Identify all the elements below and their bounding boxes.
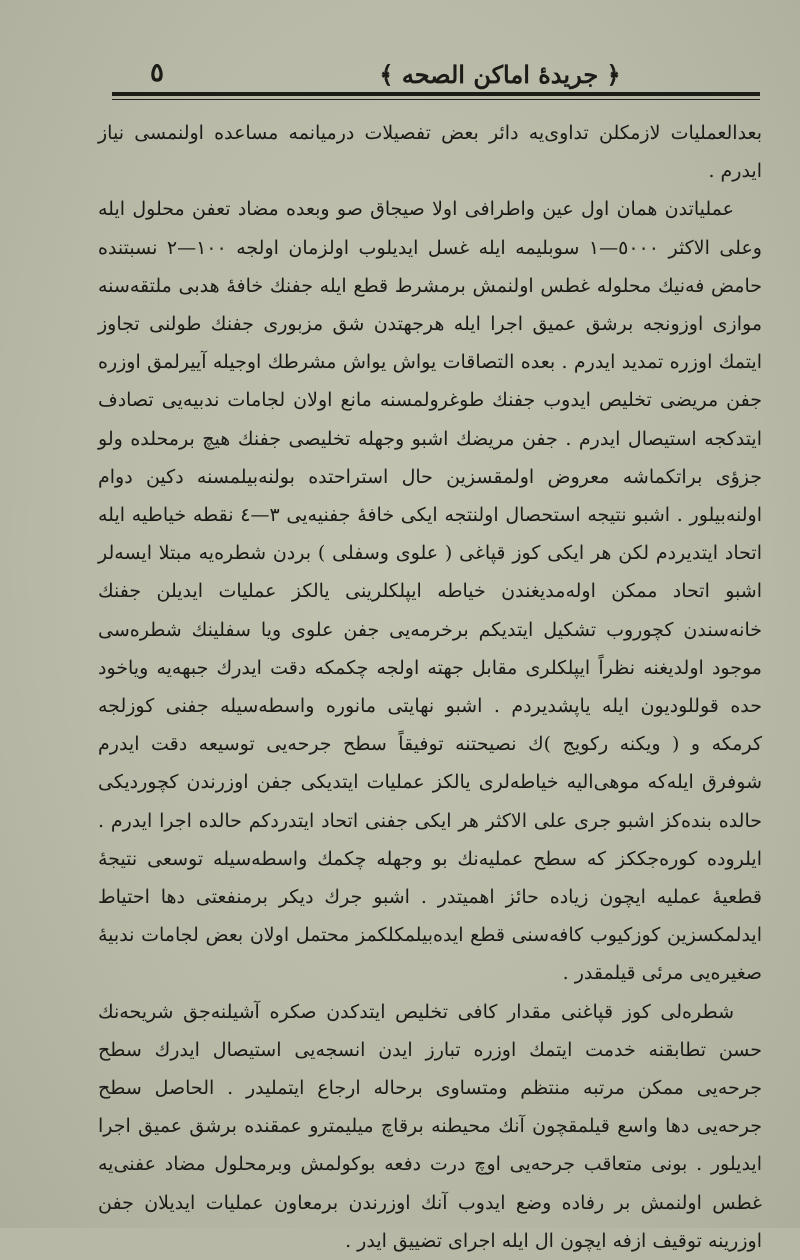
- paragraph-intro: بعدالعمليات لازمكلن تداوی‌يه دائر بعض تفصيلات درميانمه مساعده اولنمسی نياز ايدرم .: [98, 122, 762, 183]
- body-text: [98, 114, 762, 1260]
- paragraph-operation: عملياتدن همان اول عين واطرافی اولا صيجاق صو وبعده مضاد تعفن محلول ايله وعلى الاكثر ٥٠٠٠—١ سوبليمه ايله غسل ايديلوب اولزمان اولجه ١٠٠—٢ نسبتنده حامض فه‌نيك محلوله غطس اولنمش برمشرط قطع ايله جفنك خافهٔ هدبی ملتقه‌سنه موازی اوزونجه برشق عميق اجرا ايله هرجهتدن شق مزبوری جفنك طولنی تجاوز ايتمك اوزره تمديد ايدرم . بعده التصاقات يواش يواش مشرطك اوجيله آييرلمق اوزره جفن مريضی تخليص ايدوب جفنك طوغرولمسنه مانع اولان لجامات ندبيه‌يی تصادف ايتدكجه استيصال ايدرم . جفن مريضك اشبو وجهله تخليصی جفنك هيچ برمحلده ولو جزؤی براتكماشه معروض اولمقسزين حال استراحتده بولنه‌بيلمسنه دكين دوام اولنه‌بيلور . اشبو نتيجه استحصال اولنتجه ايكی خافهٔ جفنيه‌يی ٣—٤ نقطه خياطيه ايله اتحاد ايتديردم لكن هر ايكی كوز قپاغی ( علوی وسفلی ) بردن شطره‌يه مبتلا ايسه‌لر اشبو اتحاد ممكن اوله‌مديغندن خياطه ايپلكلرينی يالكز عمليات ايديلن جفنك خانه‌سندن كچوروب تشكيل ايتديكم برخرمه‌يی جفن علوی ويا سفلينك شطره‌سی موجود اولديغنه نظراً ايپلكلری مقابل جهته اولجه چكمكه دقت ايدرك جبهه‌يه وياخود حده قوللوديون ايله ياپشديردم . اشبو نهايتی مانوره واسطه‌سيله جفنی كوزلجه كرمكه و ( ويكنه ركويج )ك نصيحتنه توفيقاً سطح جرحه‌يی توسيعه دقت ايدرم شوفرق ايله‌كه موهی‌اليه خياطه‌لری يالكز عمليات ايتديكی جفن اوزرندن كچورديكی حالده بنده‌كز اشبو جری على الاكثر هر ايكی جفنی اتحاد ايتدردكم حالده اجرا ايدرم . ايلروده كوره‌جككز كه سطح عمليه‌نك بو وجهله چكمك واسطه‌سيله توسعی نتيجهٔ قطعيهٔ عمليه ايچون زياده حائز اهميتدر . اشبو جرك ديكر برمنفعتی دها احتياط ايدلمكسزين كوزكيوب كافه‌سنی قطع ايده‌بيلمكلكمز محتمل اولان بعض لجامات ندبيهٔ صغيره‌يی مرئی قيلمقدر .: [98, 198, 762, 985]
- page-header: [110, 58, 760, 94]
- paragraph-graft: شطره‌لی كوز قپاغنی مقدار كافی تخليص ايتدكدن صكره آشيلنه‌جق شريحه‌نك حسن تطابقنه خدمت ايتمك اوزره تبارز ايدن انسجه‌يی استيصال ايدرك سطح جرحه‌يی ممكن مرتبه منتظم ومتساوی برحاله ارجاع ايتمليدر . الحاصل سطح جرحه‌يی دها واسع قيلمقچون آنك محيطنه برقاچ ميليمترو عمقنده برشق عميق اجرا ايديلور . بونی متعاقب جرحه‌يی اوچ درت دفعه بوكولمش وبرمحلول مضاد عفنی‌يه غطس اولنمش بر رفاده وضع ايدوب آنك اوزرندن برمعاون عمليات ايديلان جفن اوزرينه توقيف ازفه ايچون ال ايله اجرای تضييق ايدر .: [98, 1000, 762, 1252]
- header-rule-thin: [112, 99, 760, 100]
- page-number: ٥: [150, 58, 164, 88]
- running-title: ﴿ جريدهٔ اماكن الصحه ﴾: [379, 60, 621, 89]
- header-rule-thick: [112, 92, 760, 96]
